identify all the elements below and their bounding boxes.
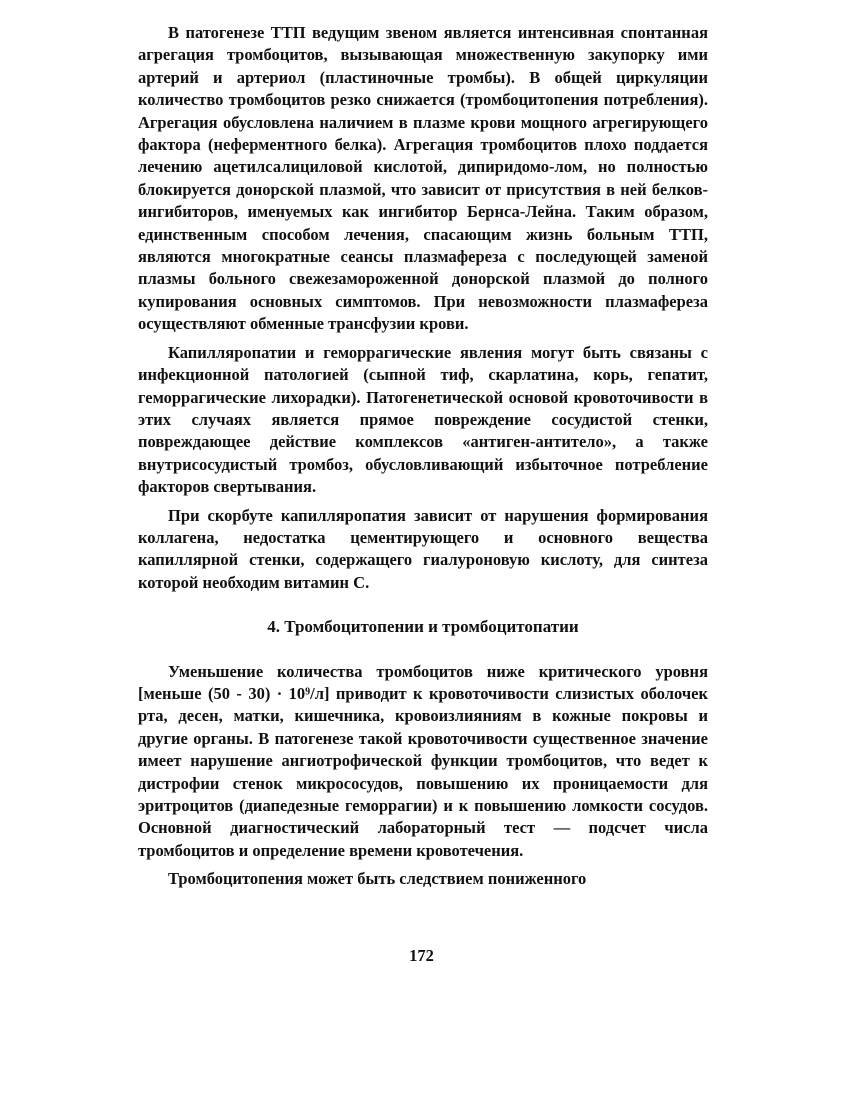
paragraph-capillaropathies: Капилляропатии и геморрагические явления могут быть связаны с инфекционной патологией (сыпной тиф, скарлатина, корь, гепатит, геморрагические лихорадки). Патогенетической основой кровоточивости в этих случаях является прямое повреждение сосудистой стенки, повреждающее действие комплексов «антиген-антитело», а также внутрисосудистый тромбоз, обусловливающий избыточное потребление факторов свертывания. [138,342,708,497]
paragraph-platelet-decrease: Уменьшение количества тромбоцитов ниже критического уровня [меньше (50 - 30) · 10⁹/л] приводит к кровоточивости слизистых оболочек рта, десен, матки, кишечника, кровоизлияниям в кожные покровы и другие органы. В патогенезе такой кровоточивости существенное значение имеет нарушение ангиотрофической функции тромбоцитов, что ведет к дистрофии стенок микрососудов, повышению их проницаемости для эритроцитов (диапедезные геморрагии) и к повышению ломкости сосудов. Основной диагностический лабораторный тест — подсчет числа тромбоцитов и определение времени кровотечения. [138,661,708,860]
paragraph-scurvy: При скорбуте капилляропатия зависит от нарушения формирования коллагена, недостатка цементирующего и основного вещества капиллярной стенки, содержащего гиалуроновую кислоту, для синтеза которой необходим витамин С. [138,505,708,592]
paragraph-thrombocytopenia-start: Тромбоцитопения может быть следствием пониженного [168,869,587,889]
page-body [138,22,708,897]
page-number: 172 [409,946,434,965]
section-heading: 4. Тромбоцитопении и тромбоцитопатии [267,617,579,637]
paragraph-ttp-pathogenesis: В патогенезе ТТП ведущим звеном является интенсивная спонтанная агрегация тромбоцитов, вызывающая множественную закупорку ими артерий и артериол (пластиночные тромбы). В общей циркуляции количество тромбоцитов резко снижается (тромбоцитопения потребления). Агрегация обусловлена наличием в плазме крови мощного агрегирующего фактора (неферментного белка). Агрегация тромбоцитов плохо поддается лечению ацетилсалициловой кислотой, дипиридомо-лом, но полностью блокируется донорской плазмой, что зависит от присутствия в ней белков-ингибиторов, именуемых как ингибитор Бернса-Лейна. Таким образом, единственным способом лечения, спасающим жизнь больным ТТП, являются многократные сеансы плазмафереза с последующей заменой плазмы больного свежезамороженной донорской плазмой до полного купирования основных симптомов. При невозможности плазмафереза осуществляют обменные трансфузии крови. [138,23,708,334]
